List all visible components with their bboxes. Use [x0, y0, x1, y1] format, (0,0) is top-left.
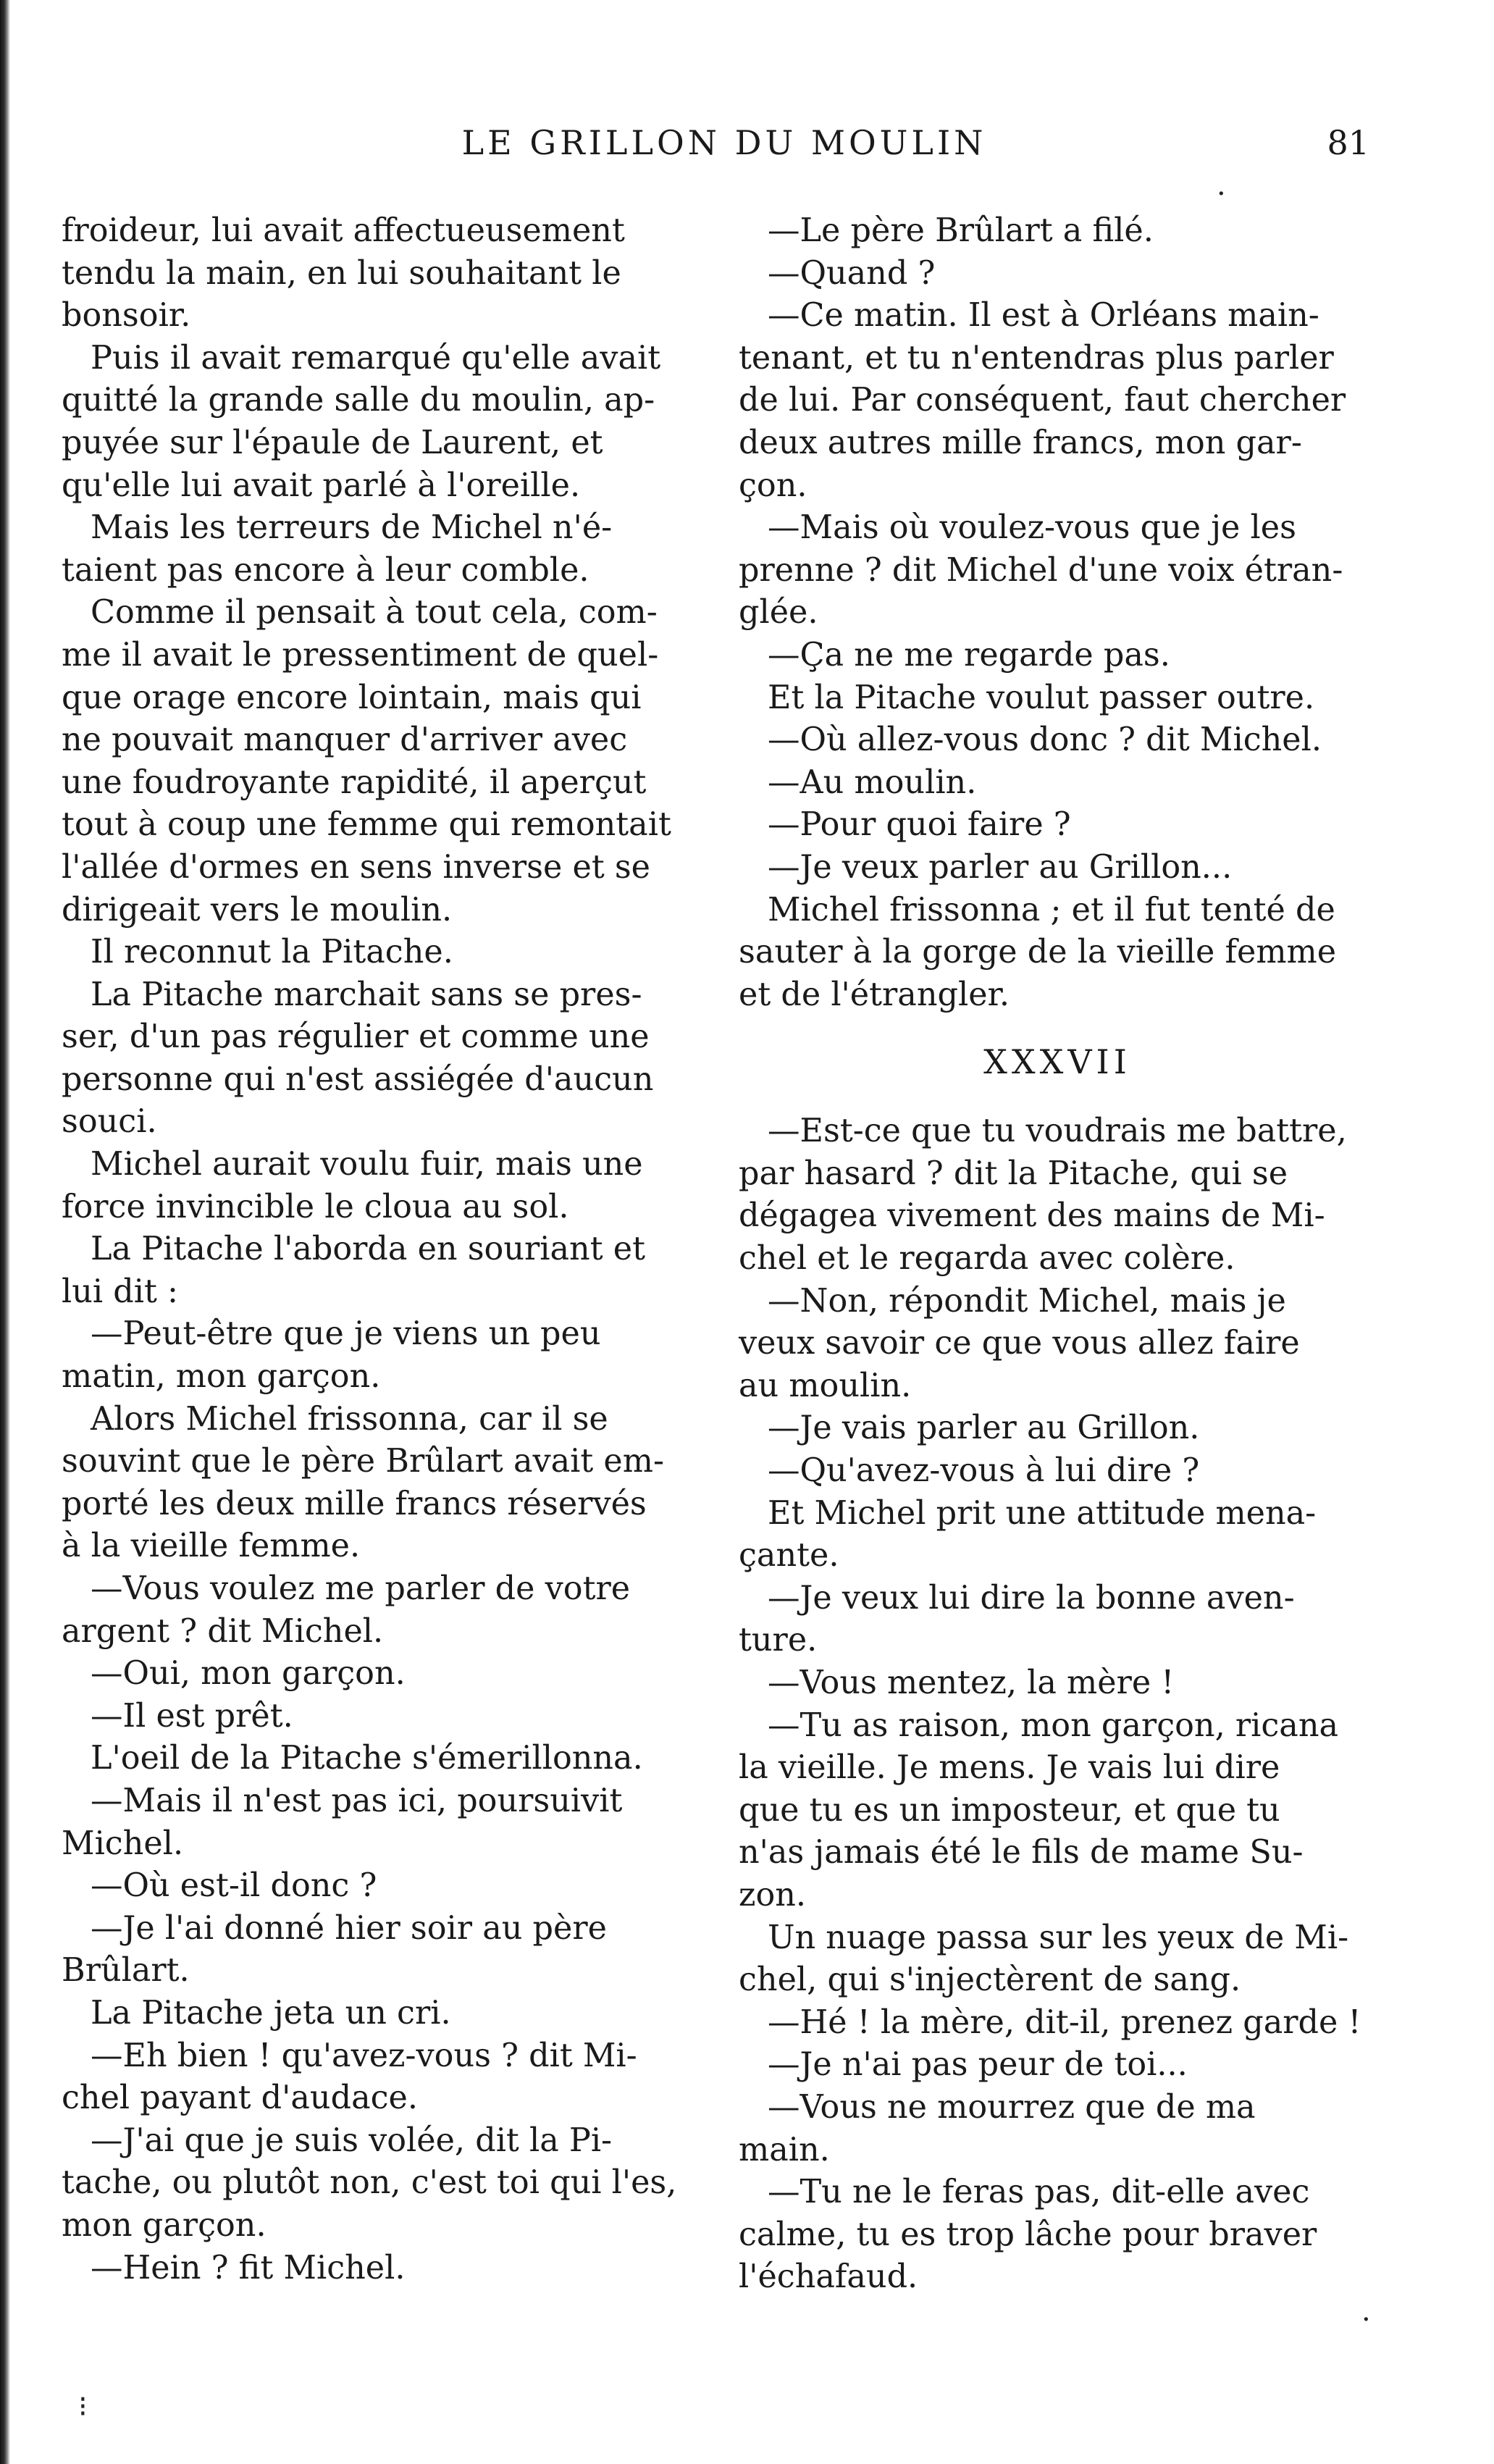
- paragraph: —Vous voulez me parler de votre argent ? dit Michel.: [62, 1570, 631, 1650]
- paragraph: —Non, répondit Michel, mais je veux savoir ce que vous allez faire au moulin.: [739, 1282, 1300, 1404]
- paragraph: —Mais il n'est pas ici, poursuivit Michel.: [62, 1782, 623, 1862]
- ink-speck: ⁝: [78, 2390, 88, 2423]
- paragraph: —Mais où voulez-vous que je les prenne ? dit Michel d'une voix étran- glée.: [739, 509, 1343, 632]
- page-header: [0, 123, 1494, 174]
- paragraph: Michel frissonna ; et il fut tenté de sauter à la gorge de la vieille femme et de l'étrangler.: [739, 891, 1337, 1013]
- paragraph: —Eh bien ! qu'avez-vous ? dit Mi- chel payant d'audace.: [62, 2037, 637, 2117]
- paragraph: —Vous ne mourrez que de ma main.: [739, 2088, 1256, 2168]
- paragraph: —Vous mentez, la mère !: [768, 1664, 1175, 1701]
- paragraph: —Où allez-vous donc ? dit Michel.: [768, 721, 1322, 759]
- paragraph: —Où est-il donc ?: [91, 1867, 377, 1905]
- running-title: LE GRILLON DU MOULIN: [461, 123, 987, 162]
- paragraph: —Quand ?: [768, 254, 936, 292]
- paragraph: —Qu'avez-vous à lui dire ?: [768, 1452, 1200, 1490]
- paragraph: froideur, lui avait affectueusement tendu la main, en lui souhaitant le bonsoir.: [62, 212, 625, 335]
- right-column: [739, 210, 1376, 2299]
- paragraph: —Tu ne le feras pas, dit-elle avec calme, tu es trop lâche pour braver l'échafaud.: [739, 2174, 1317, 2296]
- paragraph: —Oui, mon garçon.: [91, 1655, 406, 1693]
- paragraph: —Tu as raison, mon garçon, ricana la vieille. Je mens. Je vais lui dire que tu es un imposteur, et que tu n'as jamais été le fils de mame Su- zon.: [739, 1706, 1339, 1914]
- paragraph: Il reconnut la Pitache.: [91, 934, 453, 971]
- paragraph: —Hé ! la mère, dit-il, prenez garde !: [768, 2003, 1361, 2041]
- paragraph: Michel aurait voulu fuir, mais une force invincible le cloua au sol.: [62, 1146, 643, 1225]
- binding-edge: [0, 0, 10, 2464]
- paragraph: La Pitache jeta un cri.: [91, 1994, 451, 2032]
- paragraph: —Je l'ai donné hier soir au père Brûlart.: [62, 1909, 607, 1990]
- paragraph: —Il est prêt.: [91, 1697, 293, 1735]
- paragraph: Et la Pitache voulut passer outre.: [768, 679, 1315, 716]
- paragraph: Et Michel prit une attitude mena- çante.: [739, 1494, 1317, 1575]
- paragraph: —Je vais parler au Grillon.: [768, 1409, 1200, 1447]
- paragraph: —Est-ce que tu voudrais me battre, par hasard ? dit la Pitache, qui se dégagea vivement des mains de Mi- chel et le regarda avec colère.: [739, 1112, 1347, 1278]
- paragraph: La Pitache l'aborda en souriant et lui dit :: [62, 1231, 645, 1310]
- paragraph: Alors Michel frissonna, car il se souvint que le père Brûlart avait em- porté les deux mille francs réservés à la vieille femme.: [62, 1400, 664, 1565]
- ink-speck: ·: [1361, 2303, 1371, 2337]
- left-column: [62, 210, 699, 2289]
- paragraph: —Je n'ai pas peur de toi...: [768, 2046, 1188, 2084]
- paragraph: —Je veux parler au Grillon...: [768, 848, 1233, 886]
- chapter-heading: XXXVII: [983, 1042, 1131, 1082]
- paragraph: Mais les terreurs de Michel n'é- taient pas encore à leur comble.: [62, 509, 613, 589]
- paragraph: —Hein ? fit Michel.: [91, 2249, 406, 2287]
- paragraph: —Pour quoi faire ?: [768, 806, 1071, 844]
- paragraph: —Le père Brûlart a filé.: [768, 212, 1154, 249]
- paragraph: Puis il avait remarqué qu'elle avait quitté la grande salle du moulin, ap- puyée sur l'épaule de Laurent, et qu'elle lui avait parlé à l'oreille.: [62, 339, 661, 504]
- paragraph: L'oeil de la Pitache s'émerillonna.: [91, 1740, 643, 1777]
- paragraph: La Pitache marchait sans se pres- ser, d'un pas régulier et comme une personne qui n'est assiégée d'aucun souci.: [62, 976, 654, 1141]
- paragraph: —J'ai que je suis volée, dit la Pi- tache, ou plutôt non, c'est toi qui l'es, mon garçon.: [62, 2121, 677, 2244]
- paragraph: —Je veux lui dire la bonne aven- ture.: [739, 1579, 1295, 1659]
- paragraph: Comme il pensait à tout cela, com- me il avait le pressentiment de quel- que orage encore lointain, mais qui ne pouvait manquer d'arriver avec une foudroyante rapidité, il aperçut tout à coup une femme qui remontait l'allée d'ormes en sens inverse et se dirigeait vers le moulin.: [62, 594, 671, 929]
- ink-speck: ·: [1217, 177, 1226, 211]
- page-number: 81: [1327, 123, 1369, 162]
- paragraph: —Peut-être que je viens un peu matin, mon garçon.: [62, 1315, 601, 1396]
- paragraph: —Au moulin.: [768, 763, 977, 801]
- paragraph: Un nuage passa sur les yeux de Mi- chel, qui s'injectèrent de sang.: [739, 1919, 1349, 1999]
- paragraph: —Ce matin. Il est à Orléans main- tenant, et tu n'entendras plus parler de lui. Par conséquent, faut chercher deux autres mille francs, mon gar- çon.: [739, 297, 1346, 504]
- paragraph: —Ça ne me regarde pas.: [768, 636, 1170, 674]
